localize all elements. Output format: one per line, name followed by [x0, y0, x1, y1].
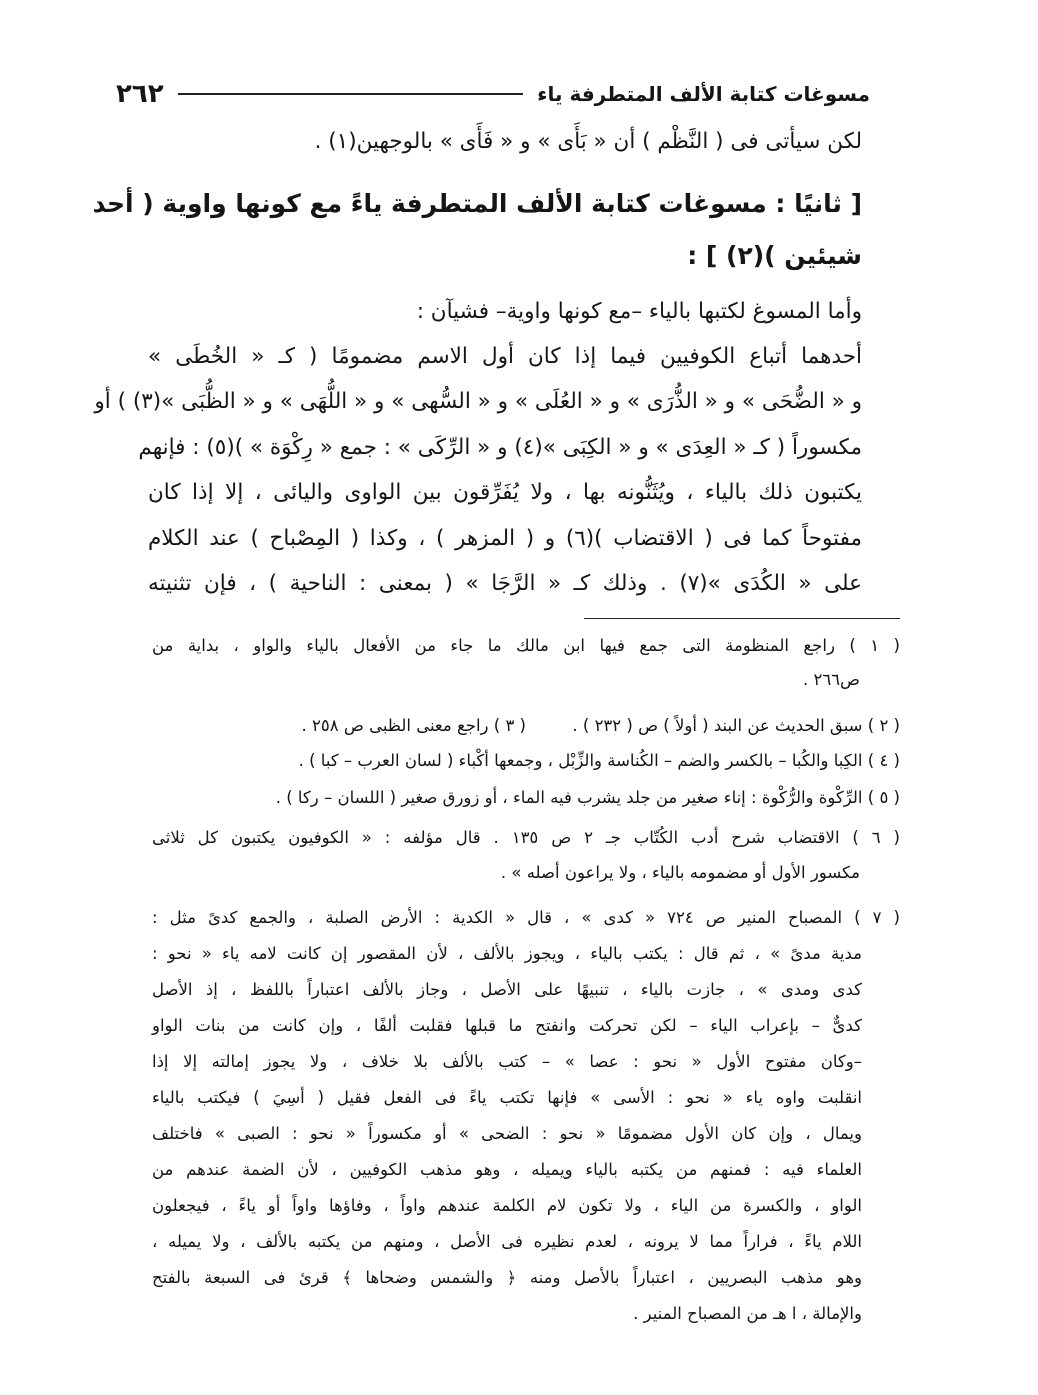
- footnote-7-line-6: انقلبت واوه ياء « نحو : الأسى » فإنها تكتب ياءً فى الفعل فقيل ( أسِيَ ) فيكتب بالياء: [152, 1088, 862, 1107]
- intro-line: لكن سيأتى فى ( النَّظْم ) أن « بَأَى » و « فَأَى » بالوجهين(١) .: [314, 129, 862, 154]
- footnote-7-line-12: والإمالة ، ا هـ من المصباح المنير .: [633, 1304, 862, 1323]
- footnote-separator: [584, 618, 900, 619]
- footnote-7-line-4: كدىٌّ – بإعراب الياء – لكن تحركت وانفتح ما قبلها فقلبت ألفًا ، وإن كانت من بنات الواو: [152, 1016, 862, 1035]
- section-heading-line-2: شيئين )(٢) ] :: [687, 241, 862, 270]
- footnote-3: ( ٣ ) راجع معنى الظبى ص ٢٥٨ .: [301, 716, 526, 735]
- page-number: ٢٦٢: [116, 79, 164, 109]
- footnote-1-line-1: ( ١ ) راجع المنظومة التى جمع فيها ابن مالك ما جاء من الأفعال بالياء والواو ، بداية من: [152, 636, 900, 655]
- body-line-1: وأما المسوغ لكتبها بالياء –مع كونها واوية– فشيآن :: [416, 299, 862, 324]
- footnote-7-line-11: وهو مذهب البصريين ، اعتباراً بالأصل ومنه ﴿ والشمس وضحاها ﴾ قرئ فى السبعة بالفتح: [152, 1268, 862, 1287]
- header-title: مسوغات كتابة الألف المتطرفة ياء: [537, 82, 870, 106]
- footnote-7-line-2: مدية مدىً » ، ثم قال : يكتب بالياء ، ويجوز بالألف ، لأن المقصور إن كانت لامه ياء « نحو :: [152, 944, 862, 963]
- footnote-7-line-9: الواو ، والكسرة من الياء ، ولا تكون لام الكلمة عندهم واواً ، وفاؤها واواً أو ياءً ، فيجعلون: [152, 1196, 862, 1215]
- footnote-4: ( ٤ ) الكِبا والكُبا – بالكسر والضم – الكُناسة والزِّبْل ، وجمعها أكْباء ( لسان العرب – كبا ) .: [298, 751, 900, 770]
- footnote-2-3-row: [152, 714, 900, 738]
- section-heading-line-1: [ ثانيًا : مسوغات كتابة الألف المتطرفة ياءً مع كونها واوية ( أحد: [92, 189, 862, 218]
- footnote-7-line-10: اللام ياءً ، فراراً مما لا يرونه ، لعدم نظيره فى الأصل ، ومنهم من يكتبه بالألف ، ولا يميله ،: [152, 1232, 862, 1251]
- running-header: [116, 74, 870, 114]
- footnote-1-line-2: ص٢٦٦ .: [802, 670, 860, 689]
- header-rule: [178, 93, 524, 95]
- body-line-4: مكسوراً ( كـ « العِدَى » و « الكِبَى »(٤) و « الرِّكَى » : جمع « رِكْوَة » )(٥) : فإنهم: [138, 435, 862, 460]
- body-line-7: على « الكُدَى »(٧) . وذلك كـ « الرَّجَا » ( بمعنى : الناحية ) ، فإن تثنيته: [148, 571, 863, 596]
- footnote-7-line-5: –وكان مفتوح الأول « نحو : عصا » – كتب بالألف بلا خلاف ، ولا يجوز إمالته إلا إذا: [152, 1052, 862, 1071]
- body-line-2: أحدهما أتباع الكوفيين فيما إذا كان أول الاسم مضمومًا ( كـ « الخُطَى »: [148, 344, 862, 369]
- footnote-5: ( ٥ ) الرِّكْوة والرُّكْوة : إناء صغير من جلد يشرب فيه الماء ، أو زورق صغير ( اللسان – ركا ) .: [275, 788, 900, 807]
- body-line-6: مفتوحاً كما فى ( الاقتضاب )(٦) و ( المزهر ) ، وكذا ( المِصْباح ) عند الكلام: [148, 526, 862, 551]
- footnote-2: ( ٢ ) سبق الحديث عن البند ( أولاً ) ص ( ٢٣٢ ) .: [572, 716, 900, 735]
- footnote-6-line-2: مكسور الأول أو مضمومه بالياء ، ولا يراعون أصله » .: [500, 863, 860, 882]
- footnote-7-line-3: كدى ومدى » ، جازت بالياء ، تنبيهًا على الأصل ، وجاز بالألف اعتباراً باللفظ ، إذ الأصل: [152, 980, 862, 999]
- footnote-7-line-8: العلماء فيه : فمنهم من يكتبه بالياء ويميله ، وهو مذهب الكوفيين ، لأن الضمة عندهم من: [152, 1160, 862, 1179]
- footnote-7-line-7: ويمال ، وإن كان الأول مضمومًا « نحو : الضحى » أو مكسوراً « نحو : الصبى » فاختلف: [152, 1124, 862, 1143]
- body-line-5: يكتبون ذلك بالياء ، ويُثَنُّونه بها ، ولا يُفَرِّقون بين الواوى واليائى ، إلا إذا كان: [148, 480, 862, 505]
- footnote-6-line-1: ( ٦ ) الاقتضاب شرح أدب الكُتّاب جـ ٢ ص ١٣٥ . قال مؤلفه : « الكوفيون يكتبون كل ثلاثى: [152, 828, 900, 847]
- body-line-3: و « الضُّحَى » و « الذُّرَى » و « العُلَى » و « السُّهى » و « اللُّهَى » و « الظُّبَى »(٣) ) أو: [94, 389, 862, 414]
- footnote-7-line-1: ( ٧ ) المصباح المنير ص ٧٢٤ « كدى » ، قال « الكدية : الأرض الصلبة ، والجمع كدىً مثل :: [152, 908, 900, 927]
